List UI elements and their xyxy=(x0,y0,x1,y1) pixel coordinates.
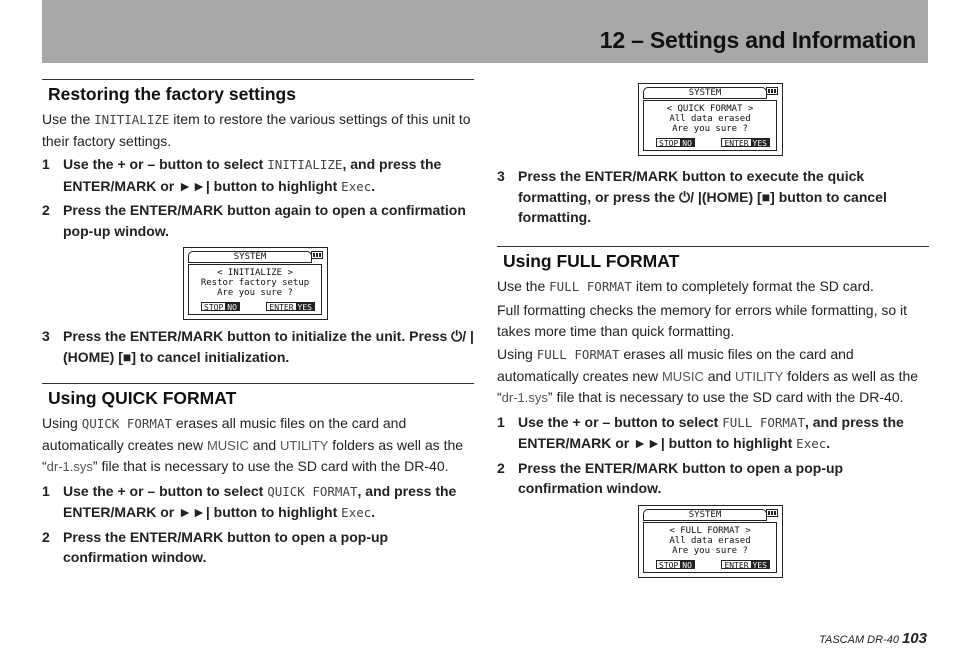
text: . xyxy=(826,435,831,451)
lcd-no-label: NO xyxy=(682,139,692,148)
factory-step-3 xyxy=(42,326,474,367)
lcd-stop-label: STOP xyxy=(659,139,679,148)
text: Use the xyxy=(42,111,95,127)
folder-term: UTILITY xyxy=(280,437,329,453)
text: item to completely format the SD card. xyxy=(631,277,874,294)
full-description: Full formatting checks the memory for errors while formatting, so it takes more time than quick formatting. xyxy=(497,302,908,339)
text: and xyxy=(703,367,735,384)
stop-icon: ■ xyxy=(122,348,132,365)
lcd-screen-full-format xyxy=(638,505,783,578)
text: button to highlight xyxy=(664,435,797,451)
exec-term: Exec xyxy=(796,436,827,451)
text: erases all music files on the card and automatically creates new xyxy=(497,346,854,384)
menu-item-term: QUICK FORMAT xyxy=(81,416,172,431)
menu-item-term: FULL FORMAT xyxy=(536,347,620,362)
folder-term: UTILITY xyxy=(735,368,784,384)
step-number: 1 xyxy=(42,482,50,499)
lcd-stop-no xyxy=(656,560,695,569)
lcd-yes-label: YES xyxy=(752,139,767,148)
step-number: 3 xyxy=(42,328,50,344)
section-heading-quick-format: Using QUICK FORMAT xyxy=(42,383,474,409)
lcd-line-3: Are you sure ? xyxy=(672,124,748,134)
step-number: 2 xyxy=(42,528,50,545)
text: Press the ENTER/MARK button to initialize the unit. Press xyxy=(63,328,452,344)
lcd-enter-label: ENTER xyxy=(724,560,749,570)
text: , and press the ENTER/MARK or xyxy=(63,482,457,520)
lcd-system-tab: SYSTEM xyxy=(643,509,767,521)
lcd-button-row xyxy=(201,302,315,311)
lcd-system-tab: SYSTEM xyxy=(188,251,312,263)
lcd-button-row xyxy=(656,560,770,569)
text: folders as well as the “ xyxy=(42,436,464,474)
lcd-enter-label: ENTER xyxy=(269,303,294,312)
page-number: 103 xyxy=(901,630,927,647)
text: . xyxy=(371,504,376,520)
chapter-header-band xyxy=(42,0,928,63)
lcd-line-1: < QUICK FORMAT > xyxy=(666,104,754,114)
text: erases all music files on the card and automatically creates new xyxy=(42,415,407,453)
quick-intro xyxy=(42,413,474,478)
full-folders xyxy=(497,344,929,409)
file-term: dr-1.sys xyxy=(46,459,93,474)
skip-forward-icon: ►►| xyxy=(178,504,210,520)
lcd-confirm-dialog xyxy=(643,100,777,151)
lcd-system-tab: SYSTEM xyxy=(643,87,767,99)
stop-icon: ■ xyxy=(761,188,771,205)
lcd-line-2: All data erased xyxy=(669,114,751,124)
lcd-confirm-dialog xyxy=(643,522,777,573)
quick-step-3 xyxy=(497,166,929,228)
text: ] to cancel initialization. xyxy=(131,348,290,365)
lcd-stop-label: STOP xyxy=(204,303,224,312)
battery-icon xyxy=(766,87,778,95)
text: Use the xyxy=(497,277,550,294)
text: Use the + or – button to select xyxy=(518,413,723,430)
step-number: 2 xyxy=(497,459,505,476)
text: Press the ENTER/MARK button to execute the quick formatting, or press the xyxy=(518,168,865,205)
menu-item-term: FULL FORMAT xyxy=(722,414,805,430)
full-step-2 xyxy=(497,458,929,499)
lcd-stop-no xyxy=(201,302,240,311)
lcd-line-1: < INITIALIZE > xyxy=(217,268,293,278)
skip-forward-icon: ►►| xyxy=(633,435,665,451)
right-column xyxy=(497,80,929,578)
text: Press the ENTER/MARK button again to open a confirmation pop-up window. xyxy=(63,202,466,239)
menu-item-term: INITIALIZE xyxy=(94,112,170,127)
left-column xyxy=(42,79,474,571)
lcd-yes-label: YES xyxy=(297,303,312,312)
lcd-no-label: NO xyxy=(227,303,237,312)
text: item to restore the various settings of this unit to their factory settings. xyxy=(42,111,471,149)
text: folders as well as the “ xyxy=(497,367,919,405)
text: Use the + or – button to select xyxy=(63,156,268,172)
text: (HOME) [ xyxy=(701,188,762,205)
section-heading-factory: Restoring the factory settings xyxy=(42,79,474,105)
quick-step-2 xyxy=(42,527,474,568)
text: Use the + or – button to select xyxy=(63,482,268,499)
lcd-enter-label: ENTER xyxy=(724,139,749,148)
lcd-stop-no xyxy=(656,138,695,147)
lcd-enter-yes xyxy=(721,560,770,569)
lcd-yes-label: YES xyxy=(752,560,767,570)
lcd-line-1: < FULL FORMAT > xyxy=(669,525,751,536)
lcd-screen-quick-format xyxy=(638,83,783,156)
lcd-line-2: All data erased xyxy=(669,535,751,546)
exec-term: Exec xyxy=(341,505,372,520)
factory-step-2 xyxy=(42,200,474,241)
menu-item-term: INITIALIZE xyxy=(267,157,343,172)
chapter-title: 12 – Settings and Information xyxy=(599,27,916,53)
lcd-enter-yes xyxy=(721,138,770,147)
text: and xyxy=(248,436,280,453)
menu-item-term: QUICK FORMAT xyxy=(267,483,358,499)
text: button to highlight xyxy=(209,177,342,194)
text: ] button to cancel formatting. xyxy=(518,188,887,225)
factory-intro xyxy=(42,109,474,151)
step-number: 1 xyxy=(42,156,50,172)
lcd-no-label: NO xyxy=(682,560,692,570)
product-name: TASCAM DR-40 xyxy=(819,634,899,646)
text: (HOME) [ xyxy=(63,348,123,365)
text: . xyxy=(371,177,376,194)
text: ” file that is necessary to use the SD card with the DR-40. xyxy=(92,458,449,474)
power-home-icon: ⏻/ | xyxy=(679,188,702,205)
lcd-button-row xyxy=(656,138,770,147)
battery-icon xyxy=(766,509,778,517)
page-footer xyxy=(819,630,927,647)
text: , and press the ENTER/MARK or xyxy=(518,413,904,451)
text: , and press the ENTER/MARK or xyxy=(63,156,442,194)
power-home-icon: ⏻/ | xyxy=(451,328,474,344)
text: Press the ENTER/MARK button to open a pop-up confirmation window. xyxy=(518,459,844,496)
lcd-confirm-dialog xyxy=(188,264,322,315)
folder-term: MUSIC xyxy=(206,437,249,453)
factory-step-1 xyxy=(42,154,474,197)
skip-forward-icon: ►►| xyxy=(178,177,210,194)
text: Press the ENTER/MARK button to open a pop-up confirmation window. xyxy=(63,528,389,565)
step-number: 3 xyxy=(497,168,505,184)
lcd-screen-initialize xyxy=(183,247,328,320)
exec-term: Exec xyxy=(341,178,372,194)
text: button to highlight xyxy=(209,504,342,520)
file-term: dr-1.sys xyxy=(501,390,548,405)
text: Using xyxy=(42,415,82,431)
step-number: 2 xyxy=(42,202,50,218)
lcd-line-3: Are you sure ? xyxy=(217,288,293,298)
lcd-line-2: Restor factory setup xyxy=(200,278,310,288)
full-intro xyxy=(497,276,929,298)
section-heading-full-format: Using FULL FORMAT xyxy=(497,246,929,272)
menu-item-term: FULL FORMAT xyxy=(549,278,632,294)
battery-icon xyxy=(311,251,323,259)
text: Using xyxy=(497,346,537,362)
step-number: 1 xyxy=(497,413,505,430)
lcd-stop-label: STOP xyxy=(659,560,679,570)
quick-step-1 xyxy=(42,481,474,524)
lcd-line-3: Are you sure ? xyxy=(672,545,748,556)
lcd-enter-yes xyxy=(266,302,315,311)
text: ” file that is necessary to use the SD card with the DR-40. xyxy=(547,389,904,405)
folder-term: MUSIC xyxy=(661,368,704,384)
full-step-1 xyxy=(497,412,929,455)
